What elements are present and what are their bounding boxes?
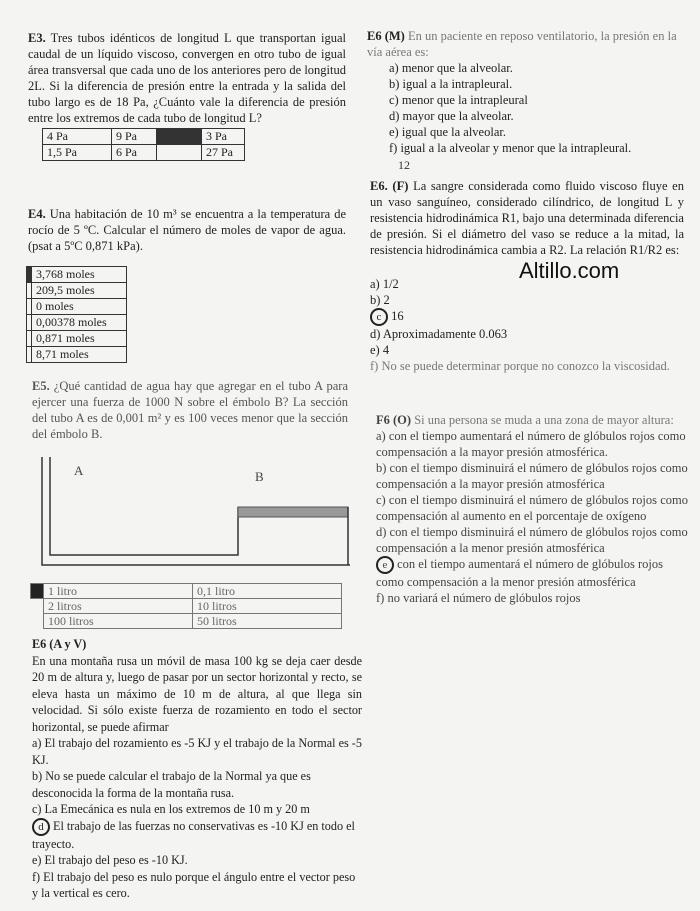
answer-option[interactable]: d) con el tiempo disminuirá el número de glóbulos rojos como compensación a la menor presión atmosférica — [376, 525, 688, 555]
selected-marker: c — [370, 308, 388, 326]
answer-option[interactable]: e) 4 — [370, 343, 390, 357]
question-title: E3. — [28, 31, 46, 45]
question-title: E6 (M) — [367, 29, 405, 43]
answer-option[interactable]: c) La Emecánica es nula en los extremos de 10 m y 20 m — [32, 802, 310, 816]
answer-option-selected[interactable] — [370, 308, 684, 326]
question-text: Si una persona se muda a una zona de mayor altura: — [414, 413, 674, 427]
question-text: Tres tubos idénticos de longitud L que transportan igual caudal de un líquido viscoso, convergen en otro tubo de igual área transversal que cada uno de los anteriores pero de longitud 2L. Si la diferencia de presión entre la entrada y la salida del tubo largo es de 18 Pa, ¿Cuánto vale la diferencia de presión entre los extremos de cada tubo de longitud L? — [28, 31, 346, 125]
answer-option[interactable]: f) El trabajo del peso es nulo porque el ángulo entre el vector peso y la vertical es cero. — [32, 869, 356, 900]
question-e5 — [32, 378, 348, 442]
answer-option[interactable]: 3,768 moles — [32, 267, 127, 283]
answer-text: 16 — [391, 309, 404, 323]
handwritten-marker: 12 — [398, 158, 410, 172]
answer-text: con el tiempo aumentará el número de glóbulos rojos como compensación a la menor presión atmosférica — [376, 557, 664, 589]
answer-option[interactable]: 9 Pa — [112, 129, 157, 145]
answer-blank — [31, 614, 44, 629]
question-e3 — [28, 30, 346, 161]
watermark-logo: Altillo.com — [519, 258, 620, 283]
answer-text: El trabajo de las fuerzas no conservativas es -10 KJ en todo el trayecto. — [32, 818, 355, 851]
piston-b — [238, 507, 348, 517]
question-title: F6 (O) — [376, 413, 412, 427]
question-text: ¿Qué cantidad de agua hay que agregar en el tubo A para ejercer una fuerza de 1000 N sobre el émbolo B? La sección del tubo A es de 0,001 m² y es 100 veces menor que la sección del émbolo B. — [32, 379, 349, 441]
question-title: E4. — [28, 207, 46, 221]
answer-blank — [157, 145, 202, 161]
answer-option[interactable]: b) con el tiempo disminuirá el número de glóbulos rojos como compensación a la mayor presión atmosférica — [376, 461, 688, 491]
answer-list — [370, 276, 684, 374]
selected-marker: e — [376, 556, 394, 574]
answer-blank — [31, 599, 44, 614]
question-text: En una montaña rusa un móvil de masa 100 kg se deja caer desde 20 m de altura y, luego de pasar por un sector horizontal y recto, se eleva hasta un máximo de 10 m de altura, al que llega sin velocidad. Si sólo existe fuerza de rozamiento en todo el sector horizontal, se puede afirmar — [32, 653, 362, 734]
answer-mark — [31, 584, 44, 599]
answer-option[interactable]: 1,5 Pa — [43, 145, 112, 161]
answer-list — [389, 60, 677, 156]
selected-marker: d — [32, 818, 50, 836]
label-a: A — [74, 463, 84, 478]
question-text: Una habitación de 10 m³ se encuentra a la temperatura de rocío de 5 ºC. Calcular el número de moles de vapor de agua. (psat a 5ºC 0,871 kPa). — [28, 207, 347, 253]
question-text: La sangre considerada como fluido viscoso fluye en un vaso sanguíneo, considerado cilíndrico, de longitud L y resistencia hidrodinámica R1, bajo una determinada diferencia de presión. Si el diámetro del vaso se reduce a la mitad, la resistencia hidrodinámica cambia a R2. La relación R1/R2 es: — [370, 179, 684, 257]
answer-option[interactable]: a) El trabajo del rozamiento es -5 KJ y el trabajo de la Normal es -5 KJ. — [32, 736, 362, 767]
answer-option[interactable]: 6 Pa — [112, 145, 157, 161]
answer-option[interactable]: f) igual a la alveolar y menor que la intrapleural. — [389, 141, 632, 155]
hydraulic-diagram — [40, 455, 350, 575]
answer-option[interactable]: 10 litros — [193, 599, 342, 614]
answer-option[interactable]: f) No se puede determinar porque no conozco la viscosidad. — [370, 359, 670, 373]
answer-table-e5 — [30, 583, 342, 629]
answer-table-e4 — [26, 266, 127, 363]
answer-option[interactable]: 3 Pa — [202, 129, 245, 145]
label-b: B — [255, 469, 264, 484]
answer-option[interactable]: a) con el tiempo aumentará el número de glóbulos rojos como compensación a la mayor presión atmosférica. — [376, 429, 686, 459]
question-title: E5. — [32, 379, 50, 393]
answer-option[interactable]: 1 litro — [44, 584, 193, 599]
answer-option[interactable]: f) no variará el número de glóbulos rojos — [376, 591, 581, 605]
question-e6-m — [367, 28, 677, 156]
answer-option[interactable]: c) menor que la intrapleural — [389, 93, 528, 107]
answer-list — [32, 735, 362, 902]
answer-option[interactable]: 209,5 moles — [32, 283, 127, 299]
answer-option[interactable]: 2 litros — [44, 599, 193, 614]
answer-option[interactable]: 27 Pa — [202, 145, 245, 161]
answer-option-selected[interactable] — [32, 818, 362, 853]
answer-option[interactable]: 0,00378 moles — [32, 315, 127, 331]
answer-option[interactable]: b) igual a la intrapleural. — [389, 77, 513, 91]
answer-option[interactable]: d) mayor que la alveolar. — [389, 109, 514, 123]
answer-option[interactable]: b) 2 — [370, 293, 390, 307]
answer-option[interactable]: 100 litros — [44, 614, 193, 629]
answer-option[interactable]: 50 litros — [193, 614, 342, 629]
answer-option[interactable]: 0,871 moles — [32, 331, 127, 347]
answer-option[interactable]: a) menor que la alveolar. — [389, 61, 513, 75]
answer-option[interactable]: 0,1 litro — [193, 584, 342, 599]
answer-option[interactable]: a) 1/2 — [370, 277, 399, 291]
question-title: E6. (F) — [370, 179, 409, 193]
question-e6-av — [32, 636, 362, 902]
answer-option[interactable]: c) con el tiempo disminuirá el número de glóbulos rojos como compensación al aumento en el porcentaje de oxígeno — [376, 493, 688, 523]
answer-list — [376, 428, 688, 606]
answer-option-selected[interactable] — [376, 556, 688, 590]
answer-option[interactable]: b) No se puede calcular el trabajo de la Normal ya que es desconocida la forma de la montaña rusa. — [32, 769, 311, 800]
answer-option[interactable]: d) Aproximadamente 0.063 — [370, 327, 508, 341]
answer-option[interactable]: 4 Pa — [43, 129, 112, 145]
question-title: E6 (A y V) — [32, 637, 87, 651]
answer-mark — [157, 129, 202, 145]
answer-option[interactable]: e) El trabajo del peso es -10 KJ. — [32, 853, 188, 867]
answer-table — [42, 128, 245, 161]
question-e6-o — [376, 412, 688, 606]
answer-option[interactable]: 8,71 moles — [32, 347, 127, 363]
answer-option[interactable]: 0 moles — [32, 299, 127, 315]
question-text: En un paciente en reposo ventilatorio, la presión en la vía aérea es: — [367, 29, 677, 59]
answer-option[interactable]: e) igual que la alveolar. — [389, 125, 506, 139]
question-e4 — [28, 206, 346, 254]
